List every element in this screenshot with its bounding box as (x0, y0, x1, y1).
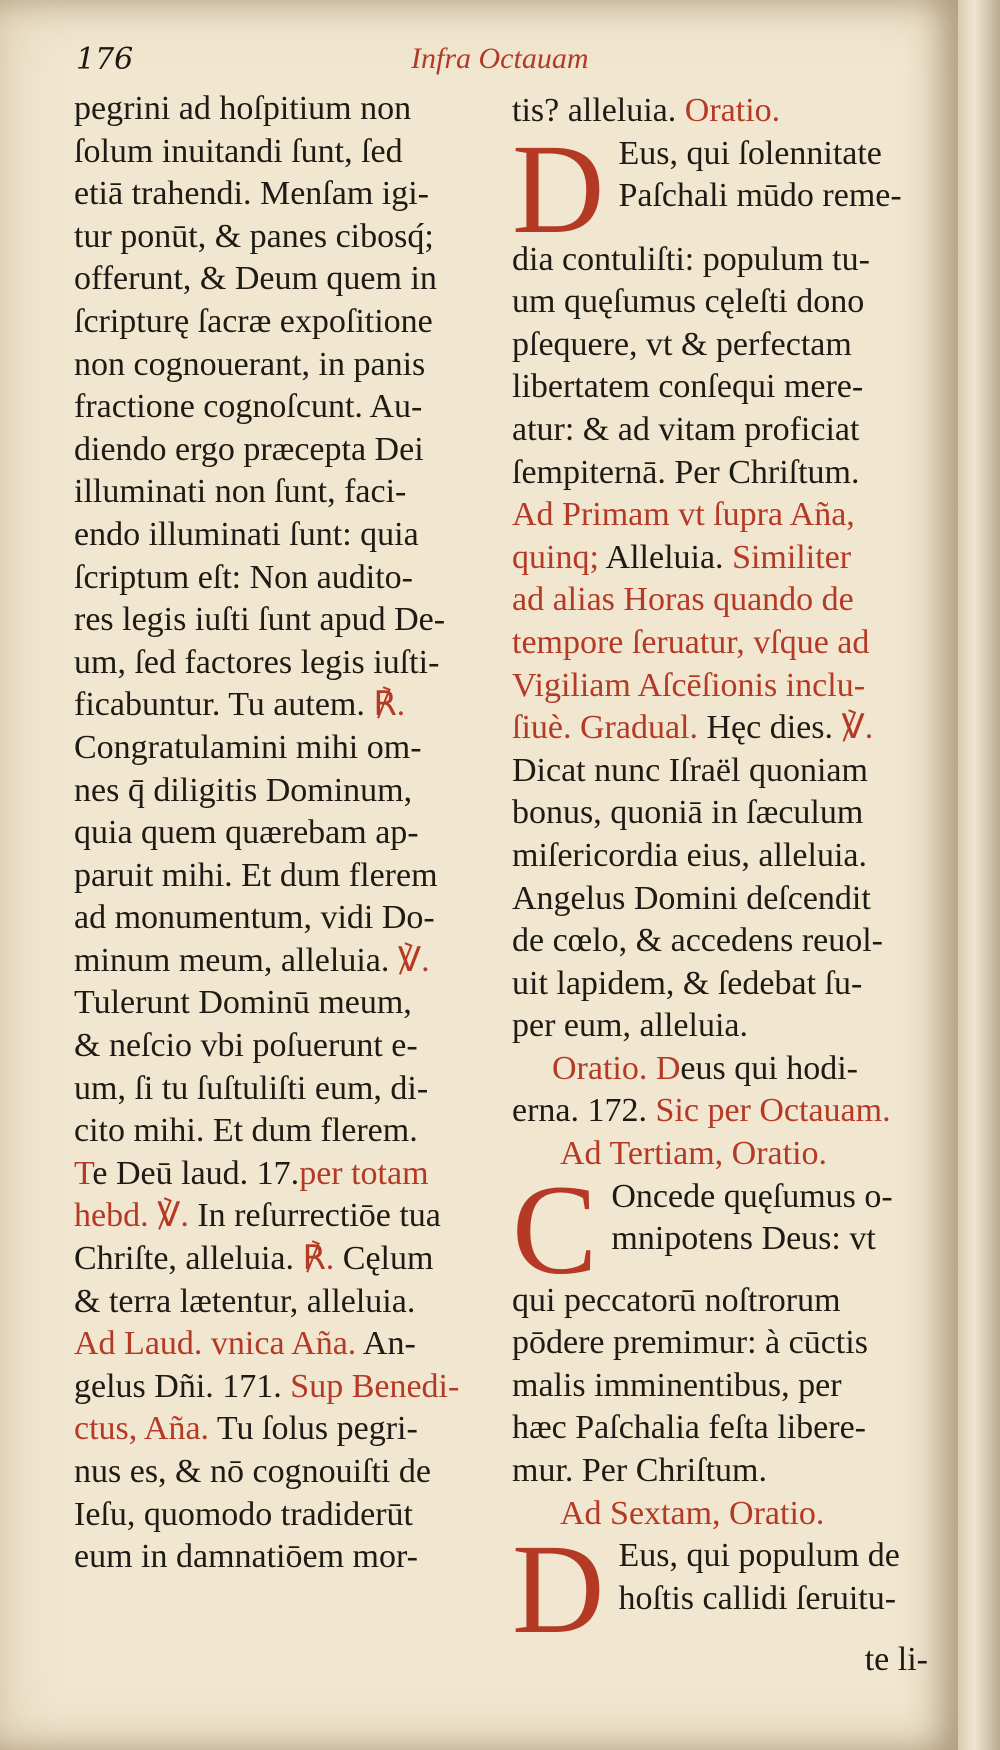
rubric-line: Vigiliam Aſcēſionis inclu- (512, 666, 866, 704)
text-line: Eus, qui ſolennitate (618, 134, 882, 172)
text-line: miſericordia eius, alleluia. (512, 836, 867, 874)
text-line: ſempiternā. Per Chriſtum. (512, 453, 860, 491)
text-line: nus es, & nō cognouiſti de (74, 1453, 431, 1490)
rubric-line: ad alias Horas quando de (512, 581, 854, 619)
text-line: cito mihi. Et dum flerem. (74, 1112, 418, 1150)
text-line: mnipotens Deus: vt (611, 1220, 876, 1258)
text-line: ctus, Aña. Tu ſolus pegri- (74, 1410, 418, 1448)
text-line: hæc Paſchalia feſta libere- (512, 1409, 866, 1447)
text-line: um, ſi tu ſuſtuliſti eum, di- (74, 1069, 429, 1107)
initial-letter: C (512, 1158, 598, 1301)
text-line: gelus Dñi. 171. Sup Benedi- (74, 1367, 460, 1405)
text-line: Chriſte, alleluia. ℟. Cęlum (74, 1240, 434, 1278)
text-line: offerunt, & Deum quem in (74, 260, 437, 298)
text-line: bonus, quoniā in ſæculum (512, 794, 864, 832)
text-line: non cognouerant, in panis (74, 345, 426, 383)
initial-letter: D (512, 117, 605, 260)
text-line: de cœlo, & accedens reuol- (512, 922, 883, 960)
text-line: libertatem conſequi mere- (512, 368, 864, 406)
text-line: per eum, alleluia. (512, 1007, 749, 1045)
rubric-block (512, 494, 938, 750)
text-line: Angelus Domini deſcendit (512, 879, 871, 917)
oratio-line: erna. 172. Sic per Octauam. (512, 1092, 891, 1130)
text-line: ſolum inuitandi ſunt, ſed (74, 132, 403, 170)
text-line: eum in damnatiōem mor- (74, 1538, 418, 1576)
text-line: malis imminentibus, per (512, 1366, 842, 1404)
text-line: atur: & ad vitam proficiat (512, 410, 860, 448)
prayer-2 (512, 1158, 938, 1493)
text-line: Tulerunt Dominū meum, (74, 984, 412, 1022)
rubric-line: ſiuè. Gradual. Hęc dies. ℣. (512, 709, 874, 747)
text-line: um, ſed factores legis iuſti- (74, 643, 440, 681)
text-line: pegrini ad hoſpitium non (74, 90, 412, 127)
text-line: diendo ergo præcepta Dei (74, 430, 424, 468)
text-line: qui peccatorū noſtrorum (512, 1281, 841, 1319)
text-line: tis? alleluia. Oratio. (512, 92, 781, 129)
section-heading-tertia: Ad Tertiam, Oratio. (560, 1135, 828, 1173)
text-line: uit lapidem, & ſedebat ſu- (512, 964, 863, 1002)
text-line: dia contuliſti: populum tu- (512, 240, 870, 278)
text-line: um quęſumus cęleſti dono (512, 283, 865, 321)
text-line: pſequere, vt & perfectam (512, 325, 852, 363)
text-line: mur. Per Chriſtum. (512, 1452, 767, 1490)
gradual-text (512, 750, 938, 1048)
text-line: ſcriptum eſt: Non audito- (74, 558, 413, 596)
rubric-line: Ad Primam vt ſupra Aña, (512, 496, 855, 534)
text-line: pōdere premimur: à cūctis (512, 1324, 868, 1362)
text-line: ficabuntur. Tu autem. ℟. (74, 686, 406, 724)
right-column (512, 90, 938, 1682)
text-line: & terra lætentur, alleluia. (74, 1282, 416, 1320)
rubric-line: tempore ſeruatur, vſque ad (512, 623, 870, 661)
text-line: Dicat nunc Iſraël quoniam (512, 751, 868, 789)
text-line: ſcripturę ſacræ expoſitione (74, 302, 433, 340)
text-line: fractione cognoſcunt. Au- (74, 388, 423, 426)
running-title: Infra Octauam (411, 42, 589, 75)
left-column (74, 88, 500, 1579)
text-line: Congratulamini mihi om- (74, 728, 422, 766)
prayer-3 (512, 1518, 938, 1682)
text-line: & neſcio vbi poſuerunt e- (74, 1027, 418, 1065)
text-line: ad monumentum, vidi Do- (74, 899, 435, 937)
page-number: 176 (76, 42, 134, 77)
text-line: res legis iuſti ſunt apud De- (74, 601, 446, 639)
text-line: Paſchali mūdo reme- (618, 177, 902, 215)
text-line: illuminati non ſunt, faci- (74, 473, 407, 511)
text-line: Ad Laud. vnica Aña. An- (74, 1325, 416, 1363)
text-line: hebd. ℣. In reſurrectiōe tua (74, 1197, 441, 1235)
text-line: Eus, qui populum de (618, 1537, 900, 1575)
text-line: tur ponūt, & panes cibosq́; (74, 217, 434, 255)
oratio-line: Oratio. Deus qui hodi- (552, 1049, 858, 1087)
text-line: Oncede quęſumus o- (611, 1177, 893, 1215)
text-line: Te Deū laud. 17.per totam (74, 1154, 429, 1192)
text-line: hoſtis callidi ſeruitu- (618, 1579, 897, 1617)
catchword: te li- (864, 1641, 928, 1679)
rubric-line: quinq; Alleluia. Similiter (512, 538, 852, 576)
text-line: minum meum, alleluia. ℣. (74, 941, 430, 979)
section-heading-sexta: Ad Sextam, Oratio. (560, 1494, 825, 1532)
text-line: nes q̄ diligitis Dominum, (74, 771, 413, 809)
prayer-1 (512, 117, 938, 495)
initial-letter: D (512, 1518, 605, 1661)
text-line: quia quem quærebam ap- (74, 814, 419, 852)
page-edge (958, 0, 1000, 1750)
text-line: Ieſu, quomodo tradiderūt (74, 1495, 413, 1533)
text-line: etiā trahendi. Menſam igi- (74, 175, 429, 213)
text-line: endo illuminati ſunt: quia (74, 515, 419, 553)
text-line: paruit mihi. Et dum flerem (74, 856, 438, 894)
page-header (76, 42, 936, 92)
